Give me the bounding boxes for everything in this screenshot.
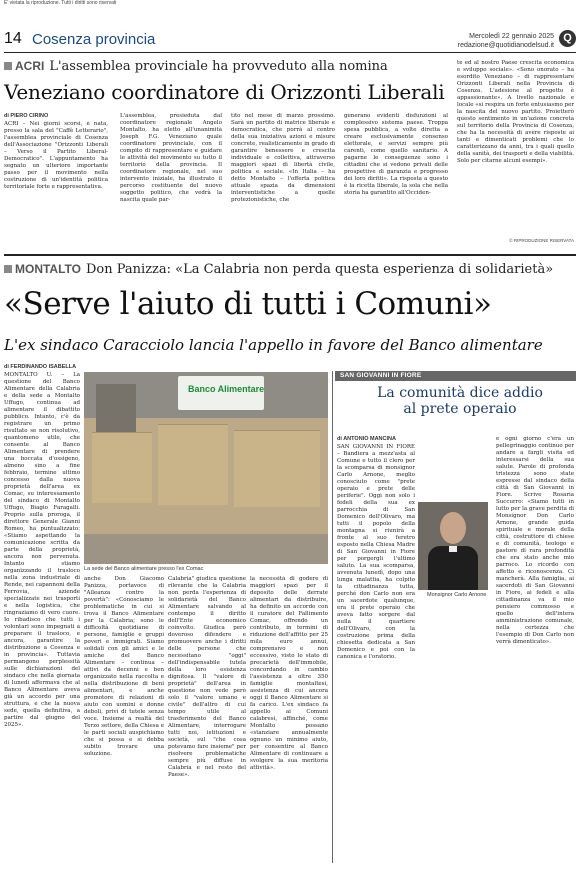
story1-place: ACRI	[15, 59, 45, 73]
story2-place: MONTALTO	[15, 262, 81, 276]
photo-floor	[84, 534, 328, 564]
story2-mid-text-2: Calabria" giudica questione rilevante che la Calabria non perda l'esperienza di solidarietà del Banco Alimentare salvando al contempo il diritto dell'Ente economico coinvolto. Giudica però doveroso difendere e promuovere anche i diritti delle persone che necessitano "oggi" dell'indispensabile tutela della loro esistenza dignitosa. Il "valore di proprietà" dell'area in questione non vede però solo il "valore umano e civile" dell'altro di cui tempo utile al trasferimento del Banco Alimentare, interrogare tutti noi, istituzioni e società, sul "che cosa potevamo fare insieme" per risolvere problematiche sempre più diffuse in Calabria e nel resto del Paese».	[168, 576, 246, 778]
section-title: Cosenza provincia	[32, 31, 156, 48]
priest-head	[440, 512, 466, 544]
sidebar-column-1	[337, 436, 415, 858]
sidebar-text-2: e ogni giorno c'era un pellegrinaggio continuo per andare a fargli visita ed interessarsi della sua salute. Parole di profonda tristezza sono state espresse dal sindaco della città di San Giovanni in Fiore. Scrive Rosaria Succurro: «Siamo tutti in lutto per la grave perdita di Monsignor Don Carlo Arnone, grande guida spirituale e morale della città, costruttore di chiese e di comunità, teologo e pastore di rara profondità che era stato anche mio parroco. Lo ricordo con affetto e riconoscenza. Ci mancherà. Alla famiglia, ai sacerdoti di San Giovanni in Fiore, ai fedeli e alla cittadinanza va il mio pensiero commosso e quello dell'intera amministrazione comunale, nella certezza che l'esempio di Don Carlo non verrà dimenticato».	[496, 436, 574, 645]
story2-kicker	[4, 262, 553, 277]
priest-collar	[449, 546, 457, 552]
priest-body	[428, 546, 478, 590]
photo-caption: La sede del Banco alimentare presso l'ex Comac	[84, 566, 204, 572]
priest-photo	[418, 502, 488, 590]
story1-text-1: ACRI – Nei giorni scorsi, è nata, presso la sala del "Caffè Letterario", l'assemblea provinciale di Cosenza dell'Associazione "Orizzonti Liberali – Verso il Partito Liberal-Democratico". L'appuntamento ha segnato un ulteriore importante passo per il movimento nella costruzione di un'identità politica territoriale forte e rappresentativa.	[4, 121, 108, 190]
story1-byline: di PIERO CIRINO	[4, 113, 49, 119]
photo-sign-text: Banco Alimentare	[188, 384, 265, 394]
sidebar-place: SAN GIOVANNI IN FIORE	[340, 372, 422, 379]
story2-mid-column-1	[84, 576, 164, 860]
kicker-square-icon	[4, 62, 12, 70]
story2-mid-text-3: la necessità di godere di maggiori spazi per il deposito delle derrate alimentari da distribuire, ha definito un accordo con il curatore del Fallimento Comac, offrendo un contributo, in termini di riduzione dell'affitto per 25 mila euro annui, comprensivo e non eccessivo, visto lo stato di precarietà dell'immobile, concordando in cambio l'assistenza a oltre 350 famiglie montaltesi, assistenza di cui ancora oggi il Banco Alimentare si fa carico. L'ex sindaco fa appello ai Comuni calabresi, affinché, come Montalto possano «stanziare annualmente ognuno un minimo aiuto, per consentire al Banco Alimentare di continuare a svolgere la sua meritoria attività».	[250, 576, 328, 771]
copyright-notice: E' vietata la riproduzione. Tutti i diritti sono riservati	[4, 0, 117, 6]
story2-left-column	[4, 364, 80, 868]
priest-caption: Monsignor Carlo Arnone	[427, 592, 487, 598]
story1-column-5	[457, 60, 574, 243]
story1-kicker-text: L'assemblea provinciale ha provveduto alla nomina	[49, 59, 388, 74]
story2-subhead: L'ex sindaco Caracciolo lancia l'appello in favore del Banco alimentare	[4, 336, 543, 354]
story1-headline: Veneziano coordinatore di Orizzonti Liberali	[4, 80, 445, 104]
header-rule	[4, 52, 576, 53]
column-divider	[332, 371, 333, 863]
story1-column-1	[4, 113, 108, 246]
photo-pallet	[158, 424, 228, 505]
sidebar-title: La comunità dice addio al prete operaio	[377, 385, 543, 417]
story1-column-4	[344, 113, 448, 248]
story2-kicker-text: Don Panizza: «La Calabria non perda questa esperienza di solidarietà»	[86, 262, 554, 277]
story1-text-2: L'assemblea, presieduta dal coordinatore regionale Angelo Montalto, ha eletto all'unanimità Joseph F.G. Veneziano quale coordinatore provinciale, con il compito di rappresentare e guidare le attività del movimento su tutto il territorio della provincia. Il coordinatore regionale, nel suo intervento iniziale, ha illustrato il percorso costituente del nuovo soggetto politico, che vedrà la nascita quale par-	[120, 113, 222, 203]
kicker-square-icon	[4, 265, 12, 273]
date-box	[458, 32, 554, 50]
sidebar-column-2	[496, 436, 574, 856]
story2-mid-column-2	[168, 576, 246, 860]
page-header	[4, 30, 576, 52]
story2-byline: di FERDINANDO ISABELLA	[4, 364, 77, 370]
story1-text-5: te ed al nostro Paese crescita economica e sviluppo sociale». «Sono onorato – ha esordito Veneziano – di rappresentare Orizzonti Liberali nella Provincia di Cosenza. L'adesione al progetto è appassionante». A livello nazionale e locale «si respira un forte entusiasmo per la nascita del nuovo partito. Proietterò questo sentimento in un'azione concreta sul territorio della Provincia di Cosenza, che ha la necessità di avere risposte ai tanti e dimenticati problemi che lo caratterizzano da anni, tra i quali quello della sanità, dei trasporti e della viabilità. Solo per citarne alcuni esempi».	[457, 60, 574, 164]
photo-pallet	[92, 432, 152, 503]
newspaper-logo-icon: Q	[559, 30, 576, 47]
photo-door	[96, 384, 136, 432]
sidebar-byline: di ANTONIO MANCINA	[337, 436, 396, 442]
photo-pallet	[234, 430, 320, 507]
page-number: 14	[4, 30, 22, 47]
sidebar-text-1: SAN GIOVANNI IN FIORE – Bandiera a mezz'asta al Comune e tutto il clero per la scomparsa di monsignor Carlo Arnone, meglio conosciuto come "prete operaio e prete delle periferie". Oggi non solo i fedeli della sua ex parrocchia di San Domenico dell'Olivaro, ma tutti il popolo della montagna si riunirà a fronte al suo feretro esposto nella Chiesa Madre di San Giovanni in Fiore per porgergli l'ultimo saluto. La sua scomparsa, avvenuta lunedì, dopo una lunga malattia, ha colpito la cittadinanza tutta, perché don Carlo non era un sacerdote qualunque, era il prete operaio che aveva fatto sorgere dal nulla il quartiere dell'Olivaro, con la costruzione prima della chiesetta dedicata a San Domenico e poi con la canonica e l'oratorio.	[337, 444, 415, 660]
story2-mid-text-1: anche Don Giacomo Panizza, portavoce di "Alleanza contro la povertà": «Conosciamo le problematiche in cui si trova il Banco Alimentare per la Calabria; sono le difficoltà quotidiane di persone, famiglie e gruppi poveri e immigrati. Siamo solidali con gli amici e le amiche del Banco Alimentare – continua – attivi da decenni e ben organizzato nella raccolta e nella distribuzione di beni alimentari, e anche promotore di relazioni di aiuto con uomini e donne deboli, privi di tutele senza voce. Insieme a realtà del Terzo settore, della Chiesa e le parti sociali auspichiamo che si possa e si debba subito trovare una soluzione.	[84, 576, 164, 757]
banco-alimentare-photo	[84, 372, 328, 564]
newsroom-email: redazione@quotidianodelsud.it	[457, 42, 554, 49]
story1-column-3	[231, 113, 335, 248]
story-divider	[4, 254, 576, 256]
story1-text-4: generano evidenti disfunzioni al complessivo sistema paese. Troppa spesa pubblica, a volte diretta a creare esclusivamente consenso elettorale, e servizi sempre più carenti, come quello sanitario. A pagarne le conseguenze sono i cittadini che si vedono privati delle prospettive di garanzia e progresso dei loro diritti». La risposta a questo è la ricetta liberale, la sola che nella storia ha garantito all'Occiden-	[344, 113, 448, 196]
story1-column-2	[120, 113, 222, 248]
story2-left-text: MONTALTO U. – La questione del Banco Alimentare della Calabria e della sede a Montalto Uffugo, continua ad alimentare il dibattito pubblico. Intanto, c'è da registrare un primo risultato se non risolutivo, quantomeno utile, che consente al Banco Alimentare di prendere una boccata d'ossigeno, almeno sino a fine febbraio, termine ultimo concesso dalla nuova proprietà dell'area ex Comac, su interessamento del sindaco di Montalto Uffugo, Biagio Faragalli. Proprio sulla proroga, il direttore Generale Gianni Romeo, ha puntualizzato: «Stiamo aspettando la comunicazione scritta da parte della proprietà, ancora non pervenuta. Intanto stiamo organizzando il trasloco nella zona industriale di Rende, nei capannoni della Ferrovia, aziende specializzate nei trasporti e nella logistica, che ringraziamo di vero cuore. Io ribadisco che tutti i volontari sono impegnati a preparare il trasloco, e ancora, garantire la distribuzione a Cosenza e in provincia». Tuttavia permangono perplessità sulle dichiarazioni del sindaco che nella giornata di lunedì affermava che al Banco Alimentare aveva già un accordo per una struttura, e che la nuova sede, quella definitiva, a partire dal giugno del 2025».	[4, 372, 80, 728]
issue-date: Mercoledì 22 gennaio 2025	[469, 33, 554, 40]
story2-mid-column-3	[250, 576, 328, 860]
story1-text-3: tito nel mese di marzo prossimo. Sarà un partito di matrice liberale e democratica, che porrà al centro della sua iniziativa azioni e misure concrete, realisticamente in grado di garantire benessere e crescita individuale e collettiva, attraverso maggiori spazi di libertà civile, politica e sociale. «In Italia – ha detto Montalto – l'offerta politica attuale spazia da dimensioni interventistiche a quelle protezionistiche, che	[231, 113, 335, 203]
story1-copyright: © RIPRODUZIONE RISERVATA	[509, 238, 574, 243]
story1-kicker	[4, 59, 388, 74]
story2-headline: «Serve l'aiuto di tutti i Comuni»	[4, 286, 492, 322]
